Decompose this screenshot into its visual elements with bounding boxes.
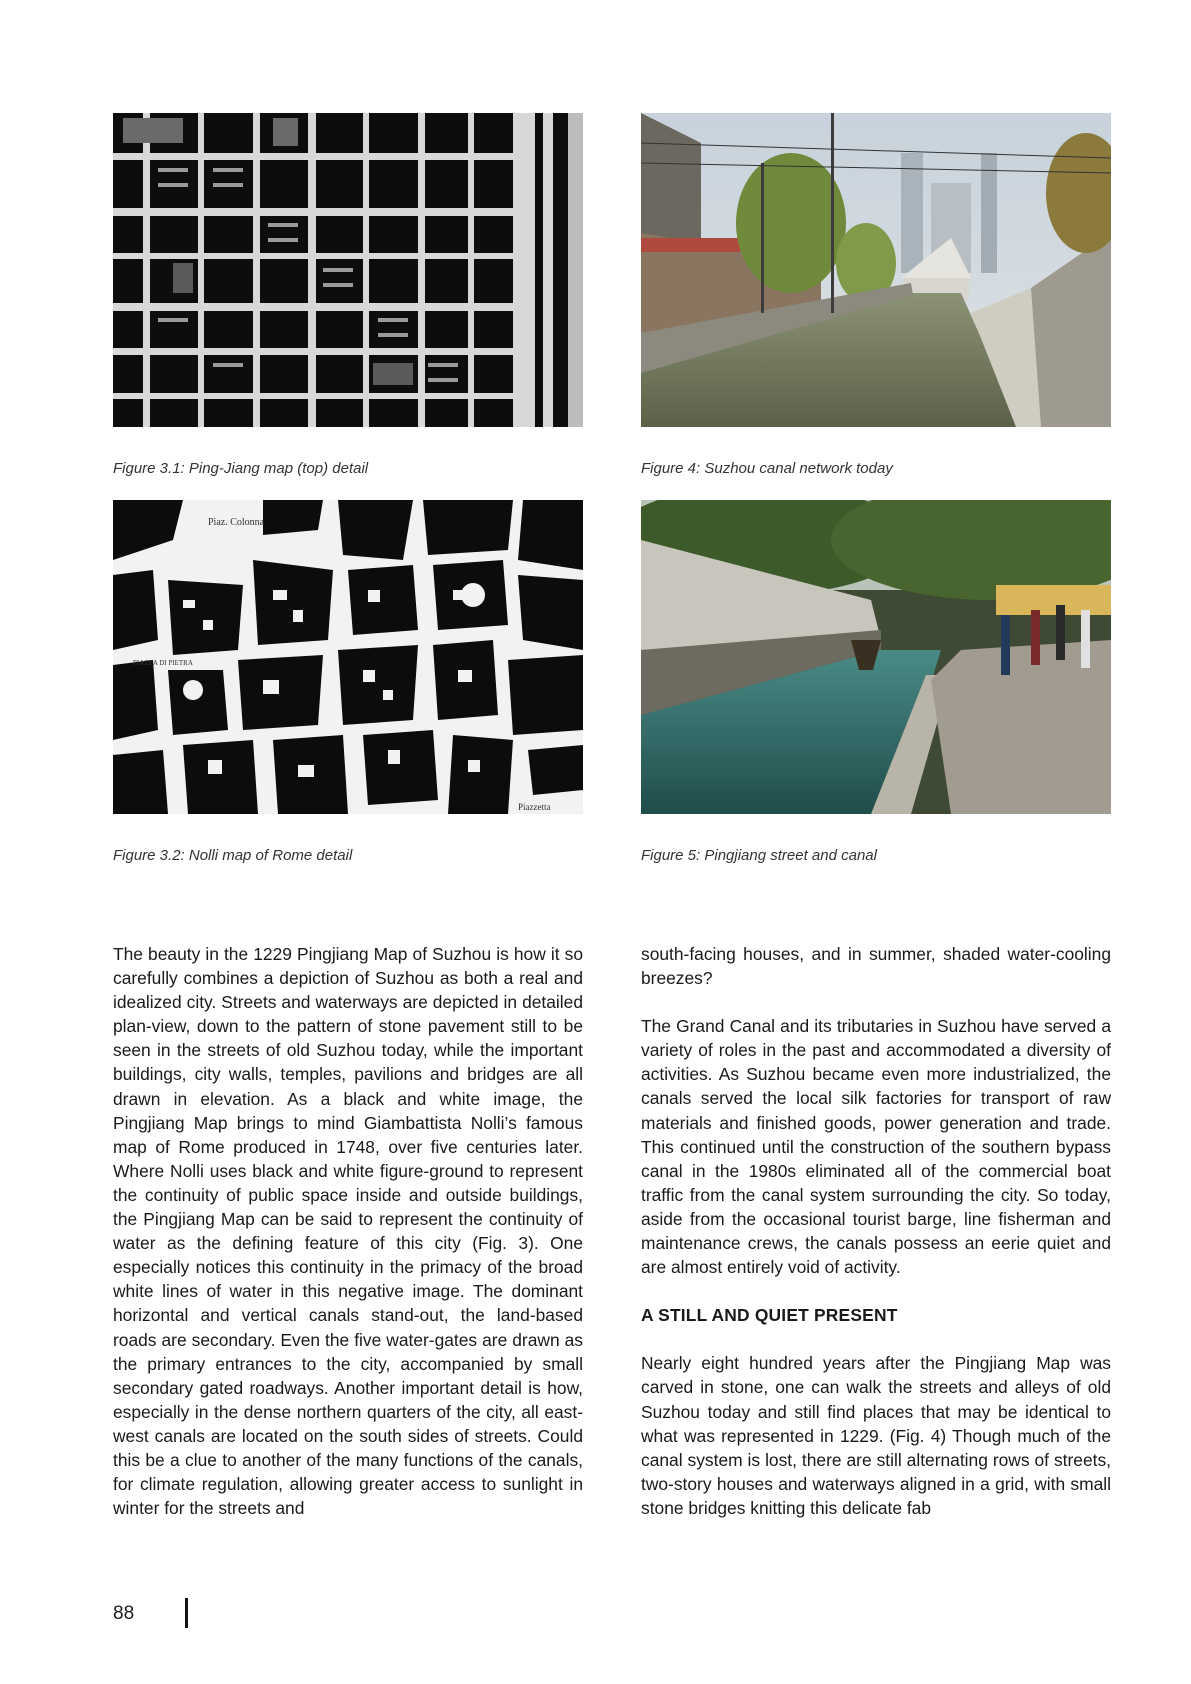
figure-pingjiang-street-photo	[641, 500, 1111, 814]
figure-nolli-map	[113, 500, 583, 814]
nolli-map-image	[113, 500, 583, 814]
figure-3-1-caption: Figure 3.1: Ping-Jiang map (top) detail	[113, 460, 369, 477]
figure-4-caption: Figure 4: Suzhou canal network today	[641, 460, 893, 477]
pingjiang-map-image	[113, 113, 583, 427]
suzhou-canal-photo-image	[641, 113, 1111, 427]
body-paragraph: The Grand Canal and its tributaries in Suzhou have served a variety of roles in the past and accommodated a diversity of activities. As Suzhou became even more industrialized, the canals served the local silk factories for transport of raw materials and finished goods, power generation and trade. This continued until the construction of the southern bypass canal in the 1980s eliminated all of the commercial boat traffic from the canal system surrounding the city. So today, aside from the occasional tourist barge, line fisherman and maintenance crews, the canals possess an eerie quiet and are almost entirely void of activity.	[641, 1016, 1111, 1278]
figure-3-2-caption: Figure 3.2: Nolli map of Rome detail	[113, 847, 353, 864]
figure-5-caption: Figure 5: Pingjiang street and canal	[641, 847, 877, 864]
body-paragraph: Nearly eight hundred years after the Pingjiang Map was carved in stone, one can walk the streets and alleys of old Suzhou today and still find places that may be identical to what was represented in 1229. (Fig. 4) Though much of the canal system is lost, there are still alternating rows of streets, two-story houses and waterways aligned in a grid, with small stone bridges knitting this delicate fab	[641, 1353, 1111, 1518]
body-column-right	[641, 942, 1111, 1520]
page-number-divider	[185, 1598, 188, 1628]
page-number: 88	[113, 1603, 135, 1624]
figure-pingjiang-map	[113, 113, 583, 427]
section-heading: A STILL AND QUIET PRESENT	[641, 1305, 898, 1326]
nolli-label-pietra: PIAZZA DI PIETRA	[133, 659, 193, 667]
body-paragraph: south-facing houses, and in summer, shaded water-cooling breezes?	[641, 944, 1111, 989]
body-paragraph: The beauty in the 1229 Pingjiang Map of Suzhou is how it so carefully combines a depiction of Suzhou as both a real and idealized city. Streets and waterways are depicted in detailed plan-view, down to the pattern of stone pavement still to be seen in the streets of old Suzhou today, while the important buildings, city walls, temples, pavilions and bridges are all drawn in elevation. As a black and white image, the Pingjiang Map brings to mind Giambattista Nolli’s famous map of Rome produced in 1748, over five centuries later. Where Nolli uses black and white figure-ground to represent the continuity of public space inside and outside buildings, the Pingjiang Map can be said to represent the continuity of water as the defining feature of this city (Fig. 3). One especially notices this continuity in the primacy of the broad white lines of water in this negative image. The dominant horizontal and vertical canals stand-out, the land-based roads are secondary. Even the five water-gates are drawn as the primary entrances to the city, accompanied by small secondary gated roadways. Another important detail is how, especially in the dense northern quarters of the city, all east-west canals are located on the south sides of streets. Could this be a clue to another of the many functions of the canals, for climate regulation, allowing greater access to sunlight in winter for the streets and	[113, 944, 583, 1519]
pingjiang-street-photo-image	[641, 500, 1111, 814]
figure-suzhou-canal-photo	[641, 113, 1111, 427]
nolli-label-colonna: Piaz. Colonna	[208, 517, 265, 528]
body-column-left	[113, 942, 583, 1520]
nolli-label-piazzetta: Piazzetta	[518, 802, 551, 812]
